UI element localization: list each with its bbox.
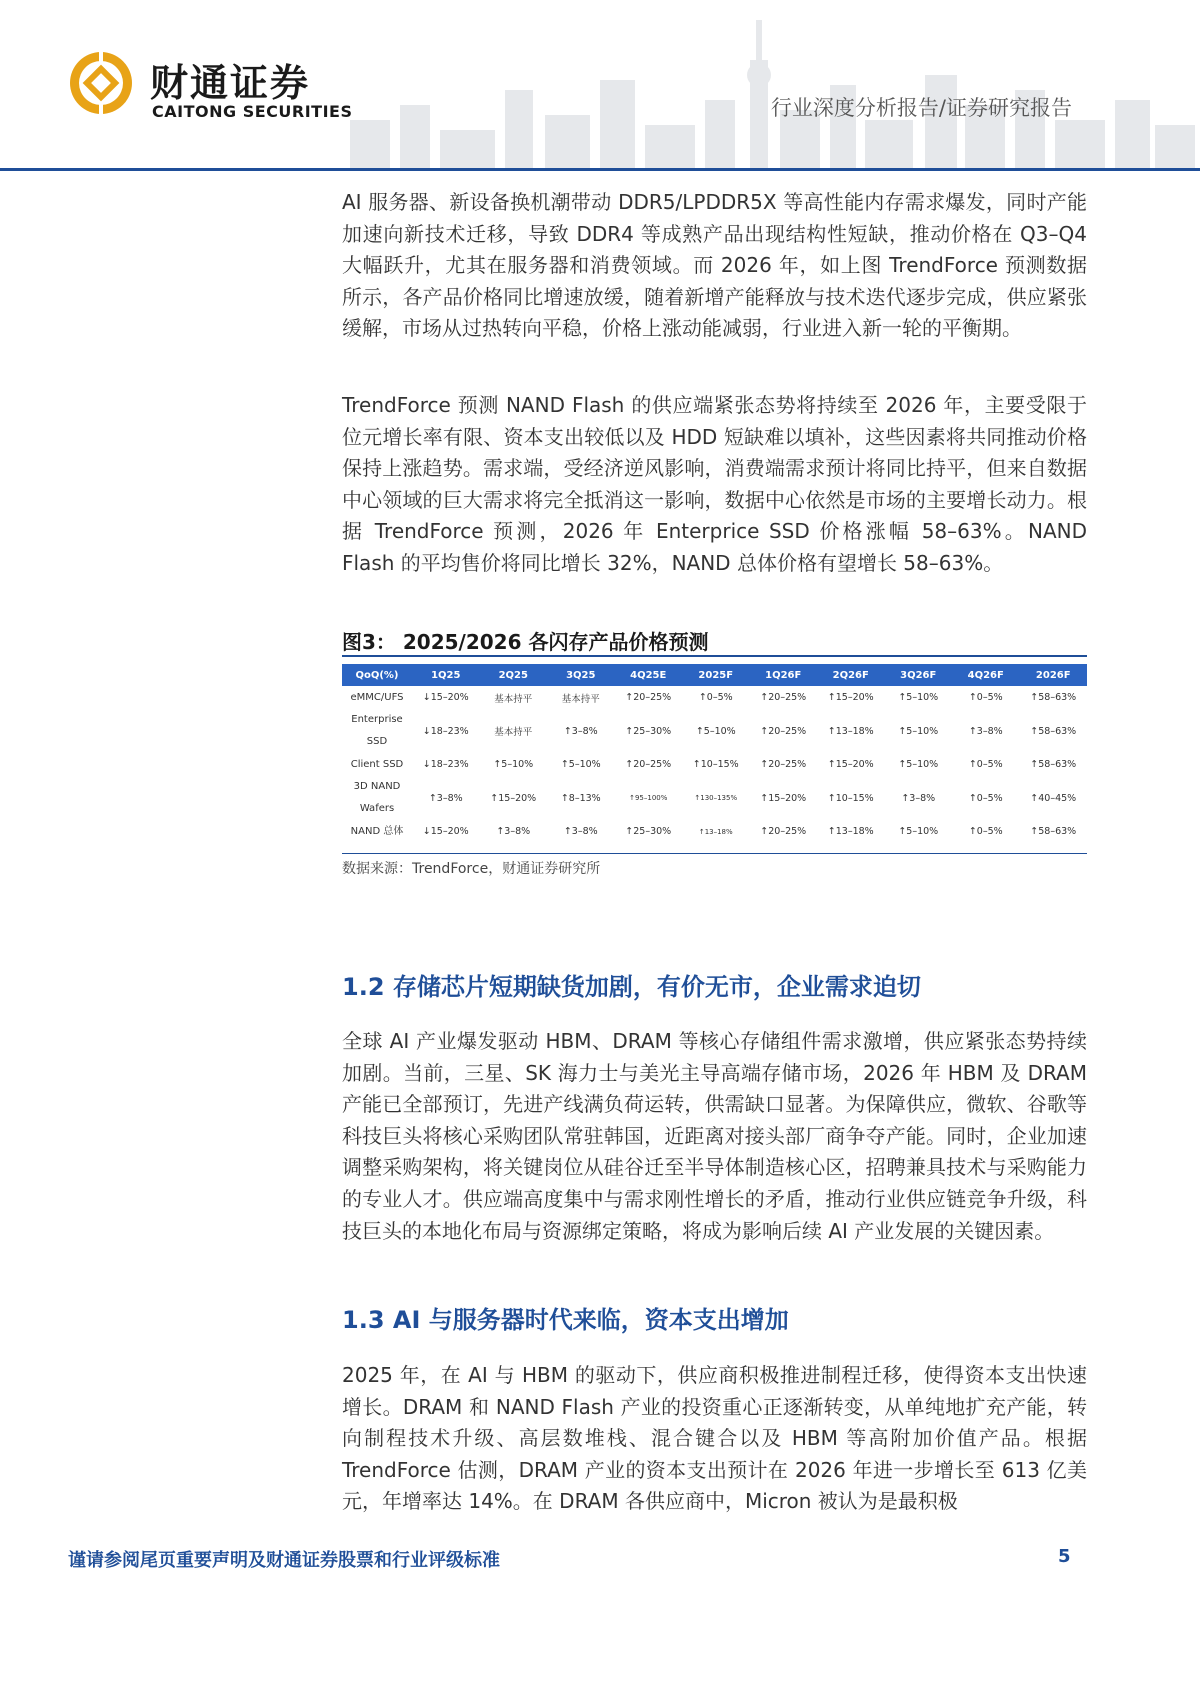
table-cell: ↑3–8% (428, 792, 463, 804)
column-header: 2026F (1020, 664, 1088, 686)
column-header: 4Q26F (952, 664, 1020, 686)
table-row (342, 820, 1087, 843)
table-cell: ↑40–45% (1030, 792, 1077, 804)
table-cell: ↑10–15% (692, 759, 739, 770)
table-cell: ↑5–10% (898, 692, 939, 703)
table-row (342, 709, 1087, 753)
table-cell: ↑3–8% (901, 792, 936, 804)
table-cell: ↑5–10% (898, 759, 939, 770)
price-forecast-table (342, 664, 1087, 843)
column-header: 3Q26F (885, 664, 953, 686)
table-cell: ↑20–25% (625, 692, 672, 703)
table-cell: ↑3–8% (496, 826, 531, 837)
table-cell: ↑0–5% (968, 692, 1003, 703)
table-cell: ↑3–8% (563, 725, 598, 737)
table-cell: ↑5–10% (898, 826, 939, 837)
column-header: 4Q25E (615, 664, 683, 686)
figure-rule (342, 655, 1087, 657)
row-label: 3D NAND Wafers (353, 781, 401, 814)
table-cell: ↑5–10% (560, 759, 601, 770)
table-cell: ↑58–63% (1030, 826, 1077, 837)
table-cell: 基本持平 (494, 693, 533, 705)
table-cell: ↑13–18% (698, 827, 733, 836)
body-paragraph: 2025 年，在 AI 与 HBM 的驱动下，供应商积极推进制程迁移，使得资本支出快速增长。DRAM 和 NAND Flash 产业的投资重心正逐渐转变，从单纯地扩充产能，转向制程技术升级、高层数堆栈、混合键合以及 HBM 等高附加价值产品。根据 TrendForce 估测，DRAM 产业的资本支出预计在 2026 年进一步增长至 613 亿美元，年增率达 14%。在 DRAM 各供应商中，Micron 被认为是最积极 (342, 1363, 1087, 1514)
table-cell: ↑5–10% (898, 725, 939, 737)
table-cell: ↑0–5% (698, 692, 733, 703)
table-cell: ↑3–8% (968, 725, 1003, 737)
table-cell: ↑15–20% (827, 692, 874, 703)
company-name-en: CAITONG SECURITIES (152, 102, 353, 121)
table-cell: 基本持平 (561, 693, 600, 705)
row-label: Enterprise SSD (351, 714, 403, 747)
table-row (342, 753, 1087, 776)
figure-source: 数据来源：TrendForce，财通证券研究所 (342, 861, 601, 877)
column-header: 2Q25 (480, 664, 548, 686)
table-cell: ↑5–10% (493, 759, 534, 770)
table-cell: ↑0–5% (968, 826, 1003, 837)
table-cell: ↑20–25% (760, 692, 807, 703)
table-cell: ↑25–30% (625, 826, 672, 837)
row-label: eMMC/UFS (350, 691, 404, 703)
table-cell: ↓18–23% (422, 725, 469, 737)
caitong-logo-icon (68, 50, 134, 116)
column-header: 1Q25 (412, 664, 480, 686)
table-cell: ↑5–10% (695, 725, 736, 737)
table-cell: ↑13–18% (827, 725, 874, 737)
table-cell: ↑58–63% (1030, 759, 1077, 770)
section-heading-1-3: 1.3 AI 与服务器时代来临，资本支出增加 (342, 1306, 789, 1334)
table-cell: ↓15–20% (422, 826, 469, 837)
footer-disclaimer: 谨请参阅尾页重要声明及财通证券股票和行业评级标准 (68, 1550, 500, 1571)
table-row (342, 776, 1087, 820)
table-cell: ↑58–63% (1030, 692, 1077, 703)
table-cell: ↑15–20% (760, 792, 807, 804)
table-cell: ↓15–20% (422, 692, 469, 703)
table-cell: ↑20–25% (625, 759, 672, 770)
table-cell: ↑95–100% (629, 794, 668, 802)
table-cell: ↑8–13% (560, 792, 601, 804)
table-cell: ↑25–30% (625, 725, 672, 737)
column-header: 2025F (682, 664, 750, 686)
table-cell: ↑10–15% (827, 792, 874, 804)
figure-rule (342, 853, 1087, 854)
column-header: 2Q26F (817, 664, 885, 686)
table-cell: ↑0–5% (968, 792, 1003, 804)
table-cell: ↑130–135% (694, 794, 738, 802)
table-cell: ↑15–20% (490, 792, 537, 804)
column-header: 1Q26F (750, 664, 818, 686)
section-heading-1-2: 1.2 存储芯片短期缺货加剧，有价无市，企业需求迫切 (342, 973, 921, 1001)
table-cell: ↑58–63% (1030, 725, 1077, 737)
table-cell: 基本持平 (494, 727, 533, 738)
body-paragraph: 全球 AI 产业爆发驱动 HBM、DRAM 等核心存储组件需求激增，供应紧张态势持续加剧。当前，三星、SK 海力士与美光主导高端存储市场，2026 年 HBM 及 DRAM 产能已全部预订，先进产线满负荷运转，供需缺口显著。为保障供应，微软、谷歌等科技巨头将核心采购团队常驻韩国，近距离对接头部厂商争夺产能。同时，企业加速调整采购架构，将关键岗位从硅谷迁至半导体制造核心区，招聘兼具技术与采购能力的专业人才。供应端高度集中与需求刚性增长的矛盾，推动行业供应链竞争升级，科技巨头的本地化布局与资源绑定策略，将成为影响后续 AI 产业发展的关键因素。 (342, 1029, 1087, 1243)
row-label: Client SSD (350, 758, 404, 770)
column-header: 3Q25 (547, 664, 615, 686)
table-header-row (342, 664, 1087, 686)
row-label: NAND 总体 (350, 825, 404, 837)
header-divider (0, 168, 1200, 171)
table-cell: ↑3–8% (563, 826, 598, 837)
table-cell: ↑20–25% (760, 725, 807, 737)
page-number: 5 (1058, 1546, 1071, 1567)
table-cell: ↑0–5% (968, 759, 1003, 770)
table-cell: ↑13–18% (827, 826, 874, 837)
body-paragraph: TrendForce 预测 NAND Flash 的供应端紧张态势将持续至 2026 年，主要受限于位元增长率有限、资本支出较低以及 HDD 短缺难以填补，这些因素将共同推动价格保持上涨趋势。需求端，受经济逆风影响，消费端需求预计将同比持平，但来自数据中心领域的巨大需求将完全抵消这一影响，数据中心依然是市场的主要增长动力。根据 TrendForce 预测，2026 年 Enterprice SSD 价格涨幅 58–63%。NAND Flash 的平均售价将同比增长 32%，NAND 总体价格有望增长 58–63%。 (342, 393, 1087, 575)
table-cell: ↑15–20% (827, 759, 874, 770)
column-header: QoQ(%) (342, 664, 412, 686)
table-cell: ↑20–25% (760, 826, 807, 837)
table-row (342, 686, 1087, 709)
report-type-label: 行业深度分析报告/证券研究报告 (770, 96, 1072, 120)
company-name-cn: 财通证券 (150, 61, 311, 105)
body-paragraph: AI 服务器、新设备换机潮带动 DDR5/LPDDR5X 等高性能内存需求爆发，同时产能加速向新技术迁移，导致 DDR4 等成熟产品出现结构性短缺，推动价格在 Q3–Q4 大幅跃升，尤其在服务器和消费领域。而 2026 年，如上图 TrendForce 预测数据所示，各产品价格同比增速放缓，随着新增产能释放与技术迭代逐步完成，供应紧张缓解，市场从过热转向平稳，价格上涨动能减弱，行业进入新一轮的平衡期。 (342, 190, 1087, 341)
figure-title: 图3： 2025/2026 各闪存产品价格预测 (342, 630, 709, 654)
table-cell: ↑20–25% (760, 759, 807, 770)
page-header (0, 0, 1200, 172)
table-cell: ↓18–23% (422, 759, 469, 770)
